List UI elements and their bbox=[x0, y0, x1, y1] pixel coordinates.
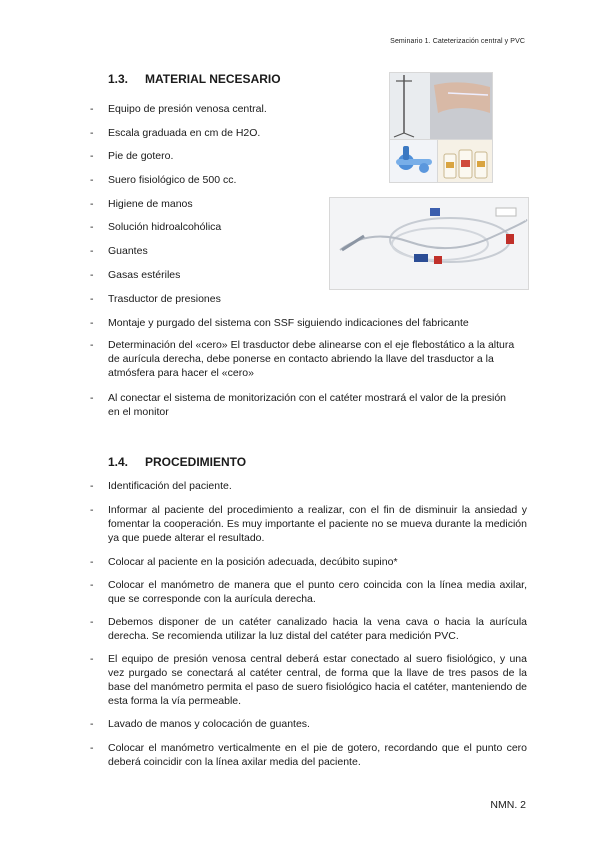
list-item: - Higiene de manos bbox=[90, 198, 193, 210]
stopcock-photo bbox=[389, 139, 438, 183]
stopcock-photo-drawing bbox=[390, 140, 437, 182]
list-item: - Equipo de presión venosa central. bbox=[90, 103, 267, 115]
section-number: 1.3. bbox=[108, 72, 129, 86]
list-item: - Al conectar el sistema de monitorización con el catéter mostrará el valor de la presión en el monitor bbox=[90, 392, 507, 418]
list-item: - Escala graduada en cm de H2O. bbox=[90, 127, 261, 139]
list-item: - Trasductor de presiones bbox=[90, 293, 221, 305]
list-item: - Colocar el manómetro de manera que el punto cero coincida con la línea media axilar, que se corresponde con la aurícula derecha. bbox=[90, 579, 527, 605]
list-item: - Pie de gotero. bbox=[90, 150, 174, 162]
saline-bottles-photo bbox=[437, 139, 493, 183]
list-item: - Identificación del paciente. bbox=[90, 480, 232, 492]
page-number: NMN. 2 bbox=[490, 799, 526, 811]
iv-pole-photo-drawing bbox=[390, 73, 492, 139]
section-heading-procedure bbox=[108, 455, 246, 469]
pressure-kit-photo bbox=[329, 197, 529, 290]
list-item: - Solución hidroalcohólica bbox=[90, 221, 222, 233]
section-title: PROCEDIMIENTO bbox=[145, 455, 247, 469]
list-item: - Colocar al paciente en la posición adecuada, decúbito supino* bbox=[90, 556, 398, 568]
section-heading-material bbox=[108, 72, 281, 86]
list-item: - Suero fisiológico de 500 cc. bbox=[90, 174, 237, 186]
section-title: MATERIAL NECESARIO bbox=[145, 72, 281, 86]
list-item: - Colocar el manómetro verticalmente en el pie de gotero, recordando que el punto cero deberá coincidir con la línea axilar media del paciente. bbox=[90, 742, 527, 768]
list-item: - Debemos disponer de un catéter canalizado hacia la vena cava o hacia la aurícula derecha. Se recomienda utilizar la luz distal del catéter para medición PVC. bbox=[90, 616, 527, 642]
list-item: - Gasas estériles bbox=[90, 269, 181, 281]
list-item: - Guantes bbox=[90, 245, 148, 257]
list-item: - Informar al paciente del procedimiento a realizar, con el fin de disminuir la ansiedad y fomentar la cooperación. Es muy importante el paciente no se mueva durante la medición ya que puede alterar el resultado. bbox=[90, 504, 527, 544]
iv-pole-photo bbox=[389, 72, 493, 140]
list-item: - Montaje y purgado del sistema con SSF siguiendo indicaciones del fabricante bbox=[90, 317, 469, 329]
pressure-kit-photo-drawing bbox=[330, 198, 528, 289]
saline-bottles-photo-drawing bbox=[438, 140, 492, 182]
list-item: - Determinación del «cero» El trasductor debe alinearse con el eje flebostático a la altura de aurícula derecha, debe ponerse en contacto abriendo la llave del trasductor a la atmósfera para hacer el «cero» bbox=[90, 339, 515, 379]
list-item: - Lavado de manos y colocación de guantes. bbox=[90, 718, 310, 730]
running-header: Seminario 1. Cateterización central y PVC bbox=[390, 38, 525, 45]
section-number: 1.4. bbox=[108, 455, 129, 469]
list-item: - El equipo de presión venosa central deberá estar conectado al suero fisiológico, y una vez purgado se conectará al catéter central, de forma que la llave de tres pasos de la base del manómetro permita el paso de suero fisiológico hacia el catéter, manteniendo de esta forma la vía permeable. bbox=[90, 653, 527, 707]
